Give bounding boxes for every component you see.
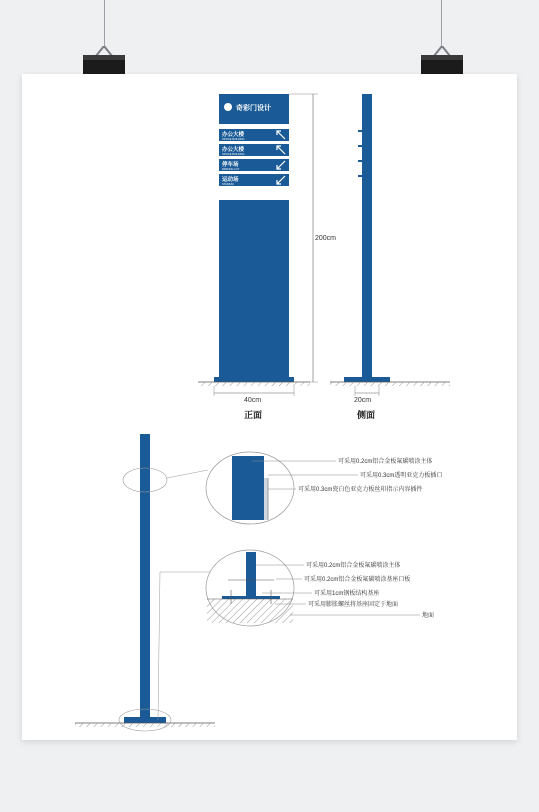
front-view: [198, 94, 336, 420]
front-base-plate: [214, 377, 294, 382]
direction-item-3: [219, 159, 289, 171]
side-view-caption: 侧面: [357, 410, 376, 420]
detail-pole: [140, 434, 150, 718]
direction-item-title: 运动场: [222, 177, 239, 183]
detail-base-plate: [124, 717, 166, 723]
detail-bottom-note-4: 可采用膨胀螺丝将基座固定于地面: [308, 602, 399, 608]
detail-top-circle: [206, 452, 294, 524]
brand-text: 奇彩门设计: [236, 105, 271, 112]
height-dimension-label: 200cm: [315, 235, 337, 242]
detail-section: [75, 434, 442, 731]
direction-item-2: [219, 144, 289, 156]
detail-top-note-3: 可采用0.3cm瓷白色亚克力板丝印指示内容插件: [298, 487, 423, 493]
direction-item-title: 办公大楼: [222, 147, 245, 153]
detail-top-note-1: 可采用0.2cm铝合金板氟碳喷涂主体: [338, 459, 433, 465]
brand-logo-icon: [224, 103, 232, 111]
ground-hatch: [198, 382, 310, 386]
direction-item-subtitle: PARKING LOT: [222, 168, 240, 171]
direction-item-subtitle: STADIUM: [222, 183, 234, 186]
side-view: [330, 94, 450, 420]
direction-item-title: 办公大楼: [222, 132, 245, 138]
direction-item-subtitle: OFFICE BUILDING: [222, 138, 245, 141]
front-view-caption: 正面: [244, 410, 263, 420]
side-width-dimension-label: 20cm: [354, 397, 372, 404]
direction-item-4: [219, 174, 289, 186]
direction-item-1: [219, 129, 289, 141]
direction-item-subtitle: OFFICE BUILDING: [222, 153, 245, 156]
detail-bottom-note-2: 可采用0.2cm铝合金板氟碳喷涂基座口板: [304, 577, 411, 583]
width-dimension-label: 40cm: [244, 397, 262, 404]
direction-item-title: 停车场: [222, 162, 239, 168]
detail-bottom-note-3: 可采用1cm钢板结构基座: [314, 591, 380, 597]
detail-bottom-note-1: 可采用0.2cm铝合金板氟碳喷涂主体: [306, 563, 401, 569]
detail-top-note-2: 可采用0.3cm透明亚克力板插口: [360, 473, 443, 479]
detail-bottom-note-5: 地面: [422, 613, 435, 619]
side-base-plate: [344, 377, 390, 382]
side-pole: [362, 94, 372, 377]
detail-bottom-circle: [206, 550, 294, 626]
